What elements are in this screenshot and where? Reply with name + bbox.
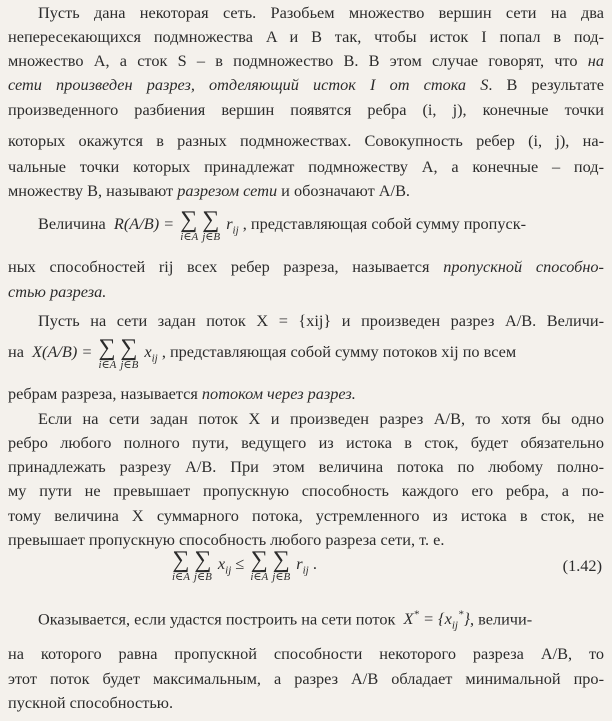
p4-line5: тому величина X суммарного потока, устремленного из истока в сток, не [8, 506, 604, 525]
sum-over-A: ∑ i∈A [180, 207, 199, 243]
p4-line4: му пути не превышает пропускную способность каждого его ребра, а по- [8, 481, 604, 500]
p3-line2: на X(A/B) = ∑ i∈A ∑ j∈B $x_{ij}$ , представляющая собой сумму потоков xij по всем [8, 335, 517, 371]
p3-line1: Пусть на сети задан поток X = {xij} и произведен разрез A/B. Величи- [38, 311, 604, 330]
sum-over-B: ∑ j∈B [202, 207, 221, 243]
p1-line2: непересекающихся подмножества A и B так, чтобы исток I попал в под- [8, 27, 604, 46]
p2-line3: стью разреза. [8, 282, 107, 301]
p4-line1: Если на сети задан поток X и произведен разрез A/B, то хотя бы одно [38, 409, 604, 428]
p5-line2: на которого равна пропускной способности некоторого разреза A/B, то [8, 644, 604, 663]
p1-line7: чальные точки которых принадлежат подмножеству A, а конечные – под- [8, 157, 604, 176]
p2-line2: ных способностей rij всех ребер разреза, называется пропускной способно- [8, 257, 604, 276]
p1-line4: сети произведен разрез, отделяющий исток I от стока S. В результате [8, 75, 604, 94]
p4-line3: принадлежать разрезу A/B. При этом величина потока по любому полно- [8, 457, 604, 476]
p1-line1: Пусть дана некоторая сеть. Разобьем множество вершин сети на два [38, 3, 604, 22]
sum-over-A: ∑ i∈A [172, 547, 190, 583]
p5-line1: Оказывается, если удастся построить на сети поток $X^* = \{x_{ij}^*\}$, величи- [38, 609, 533, 632]
p5-line4: пускной способностью. [8, 693, 174, 712]
formula-X: X(A/B) = [28, 342, 93, 362]
p4-line2: ребро любого полного пути, ведущего из истока в сток, будет обязательно [8, 433, 604, 452]
sum-over-B: ∑ j∈B [120, 335, 139, 371]
sum-over-B: ∑ j∈B [272, 547, 291, 583]
sum-over-A: ∑ i∈A [98, 335, 117, 371]
p1-line6: которых окажутся в разных подмножествах. Совокупность ребер (i, j), на- [8, 131, 604, 150]
p1-line8: множеству B, называют разрезом сети и обозначают A/B. [8, 181, 410, 200]
p2-line1: Величина R(A/B) = ∑ i∈A ∑ j∈B $r_{ij}$ , представляющая собой сумму пропуск- [38, 207, 527, 243]
equation-number: (1.42) [562, 556, 602, 575]
p1-line3: множество A, а сток S – в подмножество B. В этом случае говорят, что на [8, 51, 604, 70]
equation-1-42: ∑ i∈A ∑ j∈B $x_{ij}$ ≤ ∑ i∈A ∑ j∈B $r_{ij}$ . [172, 547, 317, 583]
sum-over-B: ∑ j∈B [193, 547, 212, 583]
p4-line6: превышает пропускную способность любого разреза сети, т. е. [8, 530, 445, 549]
p5-line3: этот поток будет максимальным, а разрез A/B обладает минимальной про- [8, 669, 604, 688]
p1-line5: произведенного разбиения вершин появятся ребра (i, j), конечные точки [8, 100, 604, 119]
formula-Xstar: $X^* = \{x_{ij}^*\}$ [399, 609, 470, 632]
sum-over-A: ∑ i∈A [250, 547, 269, 583]
formula-R: R(A/B) = [109, 214, 175, 234]
p3-line3: ребрам разреза, называется потоком через разрез. [8, 384, 356, 403]
